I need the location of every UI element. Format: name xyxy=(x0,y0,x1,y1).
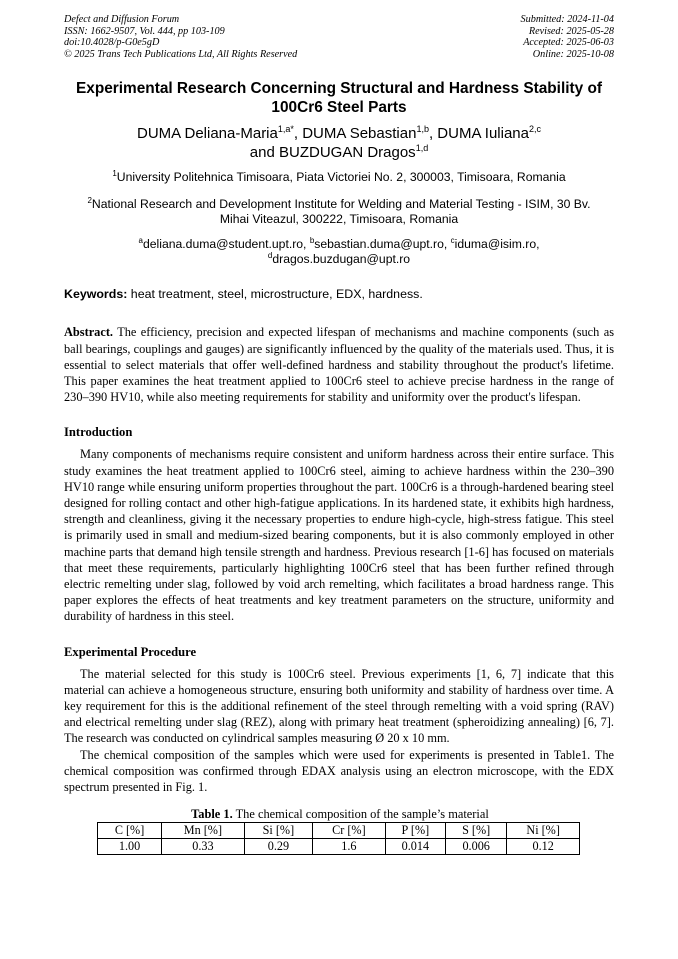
email-mark: d xyxy=(267,251,273,261)
title-line-2: 100Cr6 Steel Parts xyxy=(271,99,407,117)
affiliation-2 xyxy=(64,197,614,227)
table-header-row xyxy=(98,823,580,839)
submission-dates xyxy=(521,14,614,60)
table-label: Table 1. xyxy=(191,807,233,822)
author-name: DUMA Deliana-Maria xyxy=(136,125,278,143)
abstract xyxy=(64,324,614,405)
keywords-text: heat treatment, steel, microstructure, EDX, hardness. xyxy=(127,287,423,302)
email-address: iduma@isim.ro, xyxy=(454,237,540,252)
experimental-heading: Experimental Procedure xyxy=(64,644,197,659)
affiliation-mark: 2 xyxy=(87,196,92,206)
authors-line-1 xyxy=(64,124,614,143)
experimental-paragraph-2: The chemical composition of the samples which were used for experiments is presented in Table1. The chemical composition was confirmed through EDAX analysis using an electron microscope, with the EDX spectrum presented in Fig. 1. xyxy=(64,747,614,795)
author-name: and BUZDUGAN Dragos xyxy=(249,144,416,162)
table-caption xyxy=(100,807,580,822)
submitted-date: Submitted: 2024-11-04 xyxy=(520,14,614,25)
author-list xyxy=(64,124,614,162)
abstract-text: The efficiency, precision and expected lifespan of mechanisms and machine components (such as ball bearings, couplings and gauges) are significantly influenced by the quality of the materials used. Thus, it is essential to select materials that offer well-defined hardness and stability throughout the product's lifetime. This paper examines the heat treatment applied to 100Cr6 steel to achieve precise hardness in the range of 230–390 HV10, while also meeting requirements for stability and uniformity over the product's lifespan. xyxy=(64,325,614,405)
table-header-cell: Cr [%] xyxy=(313,823,386,839)
author-affiliation-mark: 1,b xyxy=(416,124,429,135)
affiliation-text: University Politehnica Timisoara, Piata Victoriei No. 2, 300003, Timisoara, Romania xyxy=(116,170,566,185)
table-row xyxy=(98,839,580,855)
email-address: dragos.buzdugan@upt.ro xyxy=(272,252,411,267)
online-date: Online: 2025-10-08 xyxy=(532,48,614,60)
table-header-cell: Si [%] xyxy=(244,823,312,839)
keywords xyxy=(64,287,614,302)
journal-header xyxy=(64,14,614,60)
affiliation-mark: 1 xyxy=(112,169,117,179)
table-cell: 0.33 xyxy=(162,839,245,855)
journal-issn: ISSN: 1662-9507, Vol. 444, pp 103-109 xyxy=(64,25,225,37)
doi: doi:10.4028/p-G0e5gD xyxy=(64,37,160,49)
table-header-cell: C [%] xyxy=(98,823,162,839)
email-mark: a xyxy=(138,236,143,246)
email-mark: c xyxy=(450,236,455,246)
abstract-label: Abstract. xyxy=(64,325,114,340)
affiliation-1 xyxy=(64,170,614,185)
title-line-1: Experimental Research Concerning Structural and Hardness Stability of xyxy=(76,80,602,98)
affiliation-2-line-2: Mihai Viteazul, 300222, Timisoara, Romania xyxy=(219,212,459,227)
accepted-date: Accepted: 2025-06-03 xyxy=(523,37,614,49)
chemical-composition-table xyxy=(97,822,580,855)
table-cell: 0.014 xyxy=(385,839,445,855)
author-affiliation-mark: 2,c xyxy=(529,124,542,135)
email-address: sebastian.duma@upt.ro, xyxy=(314,237,451,252)
keywords-label: Keywords: xyxy=(64,287,128,302)
introduction-heading: Introduction xyxy=(64,425,133,440)
emails-line-2 xyxy=(64,252,614,267)
introduction-paragraph: Many components of mechanisms require consistent and uniform hardness across their entire surface. This study examines the heat treatment applied to 100Cr6 steel, aiming to achieve hardness within the 230–390 HV10 range while ensuring uniform properties throughout the part. 100Cr6 is a through-hardened bearing steel designed for rolling contact and other high-fatigue applications. In its hardened state, it exhibits high hardness, strength and cleanliness, giving it the necessary properties to endure high-cycle, high-stress fatigue. This steel is primarily used in small and medium-sized bearing components, but it is also commonly employed in other machine parts that demand high tensile strength and hardness. Previous research [1-6] has focused on materials that meet these requirements, particularly highlighting 100Cr6 steel that has been further refined through electric remelting under slag, followed by void arch remelting, which facilitates a broad hardness range. This paper explores the effects of heat treatments and key treatment parameters on the structure, uniformity and durability of hardness in this steel. xyxy=(64,447,614,624)
email-mark: b xyxy=(309,236,315,246)
affiliation-2-line-1 xyxy=(64,197,614,212)
revised-date: Revised: 2025-05-28 xyxy=(528,25,614,37)
author-affiliation-mark: 1,a* xyxy=(277,124,294,135)
copyright: © 2025 Trans Tech Publications Ltd, All Rights Reserved xyxy=(64,48,298,60)
table-cell: 1.6 xyxy=(313,839,386,855)
table-cell: 0.12 xyxy=(507,839,580,855)
email-address: deliana.duma@student.upt.ro, xyxy=(142,237,310,252)
author-emails xyxy=(64,237,614,267)
authors-line-2 xyxy=(64,143,614,162)
experimental-paragraph-1: The material selected for this study is 100Cr6 steel. Previous experiments [1, 6, 7] indicate that this material can achieve a homogeneous structure, ensuring both uniformity and stability of hardness over time. A key requirement for this is the additional refinement of the steel through remelting with a void spring (RAV) and electrical remelting under slag (REZ), along with primary heat treatment (spheroidizing annealing) [6, 7]. The research was conducted on cylindrical samples measuring Ø 20 x 10 mm. xyxy=(64,666,614,746)
table-caption-text: The chemical composition of the sample’s material xyxy=(232,807,489,822)
journal-info xyxy=(64,14,297,60)
table-header-cell: S [%] xyxy=(446,823,507,839)
table-header-cell: P [%] xyxy=(385,823,445,839)
table-cell: 0.006 xyxy=(446,839,507,855)
table-cell: 1.00 xyxy=(98,839,162,855)
table-header-cell: Ni [%] xyxy=(507,823,580,839)
paper-title xyxy=(64,79,614,117)
table-header-cell: Mn [%] xyxy=(162,823,245,839)
paper-page xyxy=(64,14,614,855)
author-name: , DUMA Sebastian xyxy=(293,125,417,143)
table-cell: 0.29 xyxy=(244,839,312,855)
author-affiliation-mark: 1,d xyxy=(415,143,429,154)
emails-line-1 xyxy=(64,237,614,252)
journal-name: Defect and Diffusion Forum xyxy=(64,14,180,25)
author-name: , DUMA Iuliana xyxy=(428,125,529,143)
affiliation-text: National Research and Development Institute for Welding and Material Testing - ISIM, 30 Bv. xyxy=(91,197,591,212)
